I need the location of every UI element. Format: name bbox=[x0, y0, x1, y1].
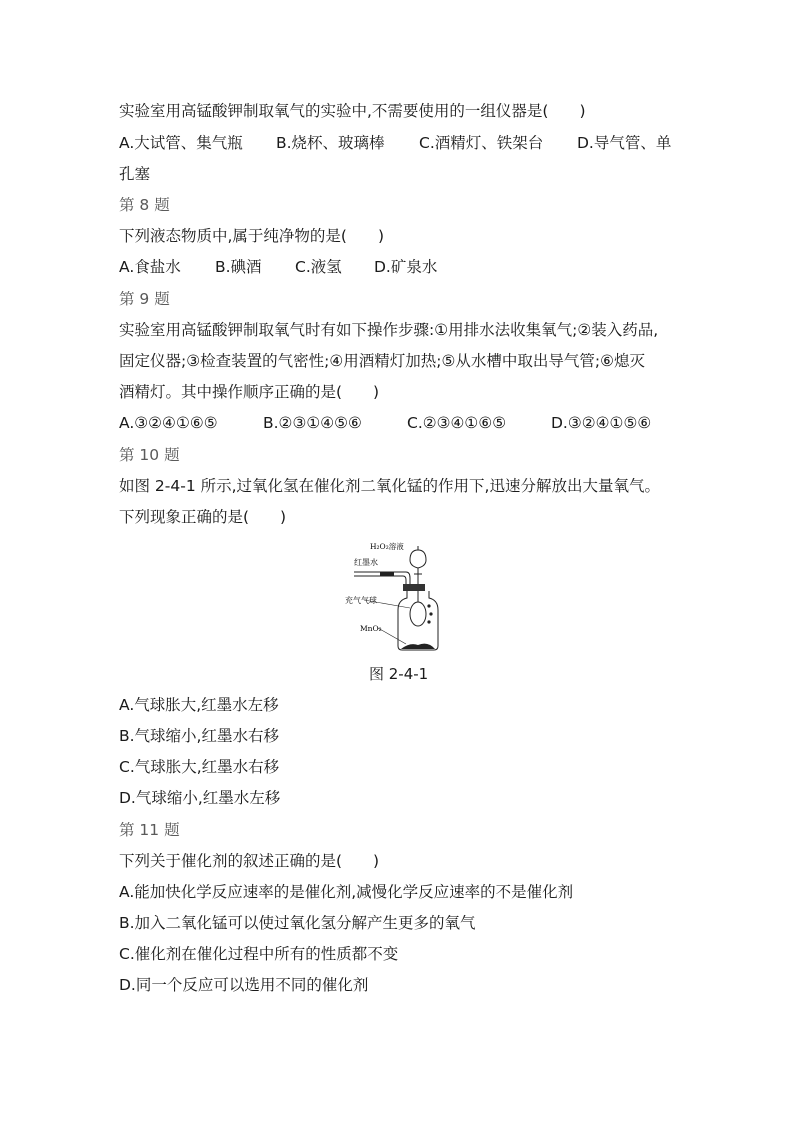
figure-caption: 图 2-4-1 bbox=[369, 665, 429, 683]
separatory-funnel bbox=[410, 546, 426, 584]
q7-option-a: A.大试管、集气瓶 bbox=[119, 134, 243, 152]
q10-option-c: C.气球胀大,红墨水右移 bbox=[119, 758, 280, 776]
balloon bbox=[410, 602, 426, 626]
red-ink-plug bbox=[380, 572, 394, 576]
apparatus-figure bbox=[340, 538, 450, 653]
apparatus-diagram bbox=[340, 538, 450, 653]
h2o2-solution-label: H₂O₂溶液 bbox=[370, 542, 404, 551]
q9-option-d: D.③②④①⑤⑥ bbox=[551, 414, 652, 432]
drop bbox=[427, 604, 430, 607]
q9-stem-line-2: 固定仪器;③检查装置的气密性;④用酒精灯加热;⑤从水槽中取出导气管;⑥熄灭 bbox=[119, 352, 645, 370]
q8-option-b: B.碘酒 bbox=[215, 258, 262, 276]
q9-option-c: C.②③④①⑥⑤ bbox=[407, 414, 507, 432]
q8-option-d: D.矿泉水 bbox=[374, 258, 438, 276]
q9-options bbox=[119, 413, 651, 433]
q9-heading: 第 9 题 bbox=[119, 290, 170, 308]
mno2-label: MnO₂ bbox=[360, 624, 382, 633]
q11-heading: 第 11 题 bbox=[119, 821, 180, 839]
q10-stem-line-2: 下列现象正确的是( ) bbox=[119, 508, 287, 526]
q8-option-c: C.液氢 bbox=[295, 258, 342, 276]
q8-stem: 下列液态物质中,属于纯净物的是( ) bbox=[119, 227, 385, 245]
q9-stem-line-3: 酒精灯。其中操作顺序正确的是( ) bbox=[119, 383, 380, 401]
red-ink-label: 红墨水 bbox=[354, 558, 378, 567]
q11-option-c: C.催化剂在催化过程中所有的性质都不变 bbox=[119, 945, 399, 963]
drop bbox=[427, 620, 430, 623]
mno2-powder bbox=[401, 644, 435, 649]
q7-option-d: D.导气管、单 bbox=[577, 134, 672, 152]
q10-option-b: B.气球缩小,红墨水右移 bbox=[119, 727, 279, 745]
q8-option-a: A.食盐水 bbox=[119, 258, 181, 276]
q8-options bbox=[119, 257, 437, 277]
q9-option-a: A.③②④①⑥⑤ bbox=[119, 414, 218, 432]
q9-option-b: B.②③①④⑤⑥ bbox=[263, 414, 362, 432]
q10-heading: 第 10 题 bbox=[119, 446, 180, 464]
mno2-leader-line bbox=[378, 628, 406, 644]
q7-option-b: B.烧杯、玻璃棒 bbox=[276, 134, 385, 152]
q10-option-d: D.气球缩小,红墨水左移 bbox=[119, 789, 281, 807]
drop bbox=[429, 612, 432, 615]
balloon-label: 充气气球 bbox=[345, 596, 377, 605]
q7-option-c: C.酒精灯、铁架台 bbox=[419, 134, 544, 152]
q8-heading: 第 8 题 bbox=[119, 196, 170, 214]
q11-stem: 下列关于催化剂的叙述正确的是( ) bbox=[119, 852, 380, 870]
q9-stem-line-1: 实验室用高锰酸钾制取氧气时有如下操作步骤:①用排水法收集氧气;②装入药品, bbox=[119, 321, 659, 339]
q11-option-b: B.加入二氧化锰可以使过氧化氢分解产生更多的氧气 bbox=[119, 914, 476, 932]
q10-option-a: A.气球胀大,红墨水左移 bbox=[119, 696, 279, 714]
rubber-stopper bbox=[403, 584, 425, 591]
q10-stem-line-1: 如图 2-4-1 所示,过氧化氢在催化剂二氧化锰的作用下,迅速分解放出大量氧气。 bbox=[119, 477, 660, 495]
q11-option-a: A.能加快化学反应速率的是催化剂,减慢化学反应速率的不是催化剂 bbox=[119, 883, 574, 901]
q11-option-d: D.同一个反应可以选用不同的催化剂 bbox=[119, 976, 369, 994]
q7-options bbox=[119, 133, 671, 153]
q7-stem: 实验室用高锰酸钾制取氧气的实验中,不需要使用的一组仪器是( ) bbox=[119, 102, 586, 120]
q7-option-d-continued: 孔塞 bbox=[119, 165, 151, 183]
